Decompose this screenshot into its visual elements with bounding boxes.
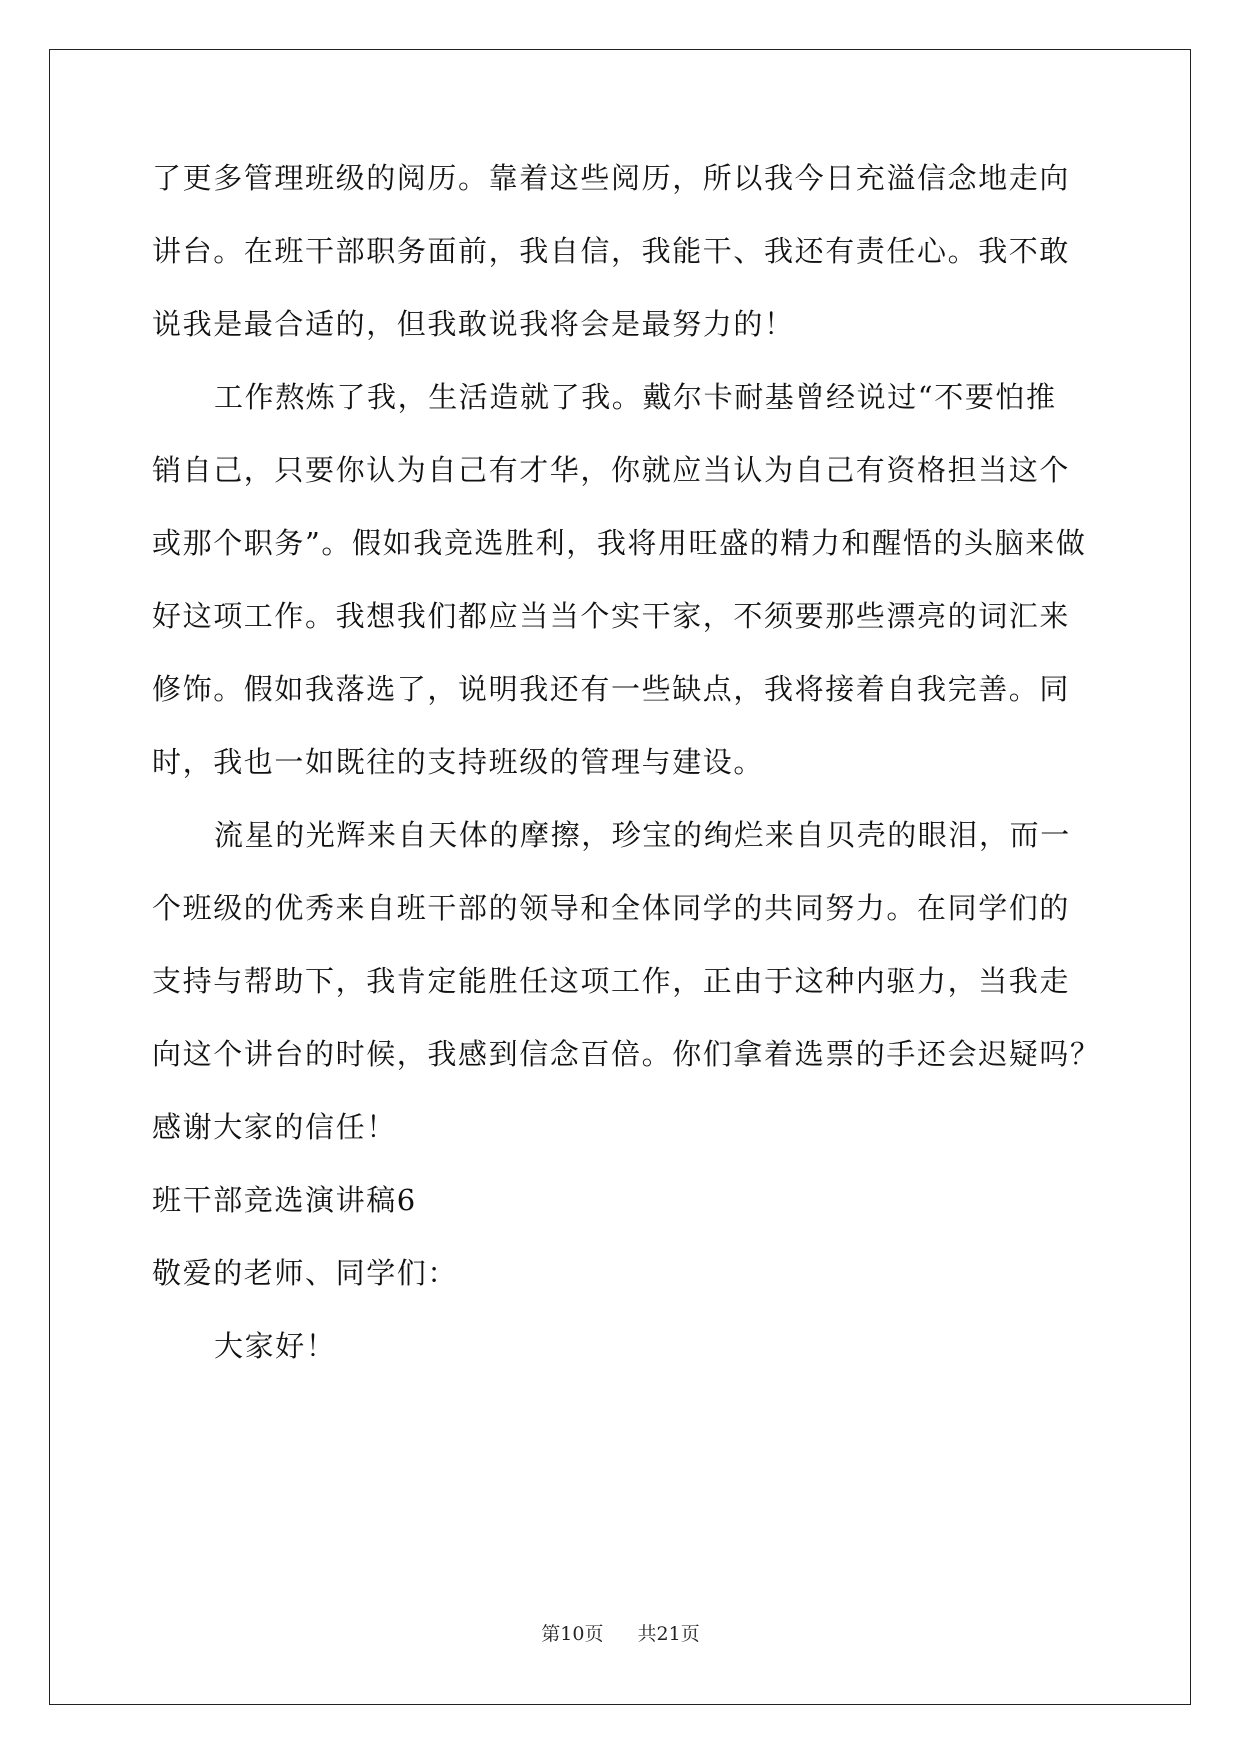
page-footer <box>0 1622 1241 1646</box>
paragraph-line: 感谢大家的信任！ <box>152 1110 397 1144</box>
paragraph-line: 个班级的优秀来自班干部的领导和全体同学的共同努力。在同学们的 <box>152 891 1071 925</box>
paragraph-line: 修饰。假如我落选了，说明我还有一些缺点，我将接着自我完善。同 <box>152 672 1071 706</box>
paragraph-line: 时，我也一如既往的支持班级的管理与建设。 <box>152 745 765 779</box>
greeting: 大家好！ <box>214 1329 337 1363</box>
salutation: 敬爱的老师、同学们： <box>152 1256 459 1290</box>
paragraph-line: 向这个讲台的时候，我感到信念百倍。你们拿着选票的手还会迟疑吗？ <box>152 1037 1101 1071</box>
paragraph-line: 流星的光辉来自天体的摩擦，珍宝的绚烂来自贝壳的眼泪，而一 <box>214 818 1071 852</box>
page-border <box>49 49 1191 1705</box>
paragraph-line: 讲台。在班干部职务面前，我自信，我能干、我还有责任心。我不敢 <box>152 234 1071 268</box>
paragraph-line: 工作熬炼了我，生活造就了我。戴尔卡耐基曾经说过“不要怕推 <box>214 380 1057 414</box>
paragraph-line: 支持与帮助下，我肯定能胜任这项工作，正由于这种内驱力，当我走 <box>152 964 1071 998</box>
page-total: 共21页 <box>637 1623 700 1645</box>
section-heading: 班干部竞选演讲稿6 <box>152 1183 417 1217</box>
paragraph-line: 说我是最合适的，但我敢说我将会是最努力的！ <box>152 307 795 341</box>
paragraph-line: 或那个职务”。假如我竞选胜利，我将用旺盛的精力和醒悟的头脑来做 <box>152 526 1087 560</box>
paragraph-line: 销自己，只要你认为自己有才华，你就应当认为自己有资格担当这个 <box>152 453 1071 487</box>
paragraph-line: 好这项工作。我想我们都应当当个实干家，不须要那些漂亮的词汇来 <box>152 599 1071 633</box>
paragraph-line: 了更多管理班级的阅历。靠着这些阅历，所以我今日充溢信念地走向 <box>152 161 1071 195</box>
page-number: 第10页 <box>541 1623 604 1645</box>
